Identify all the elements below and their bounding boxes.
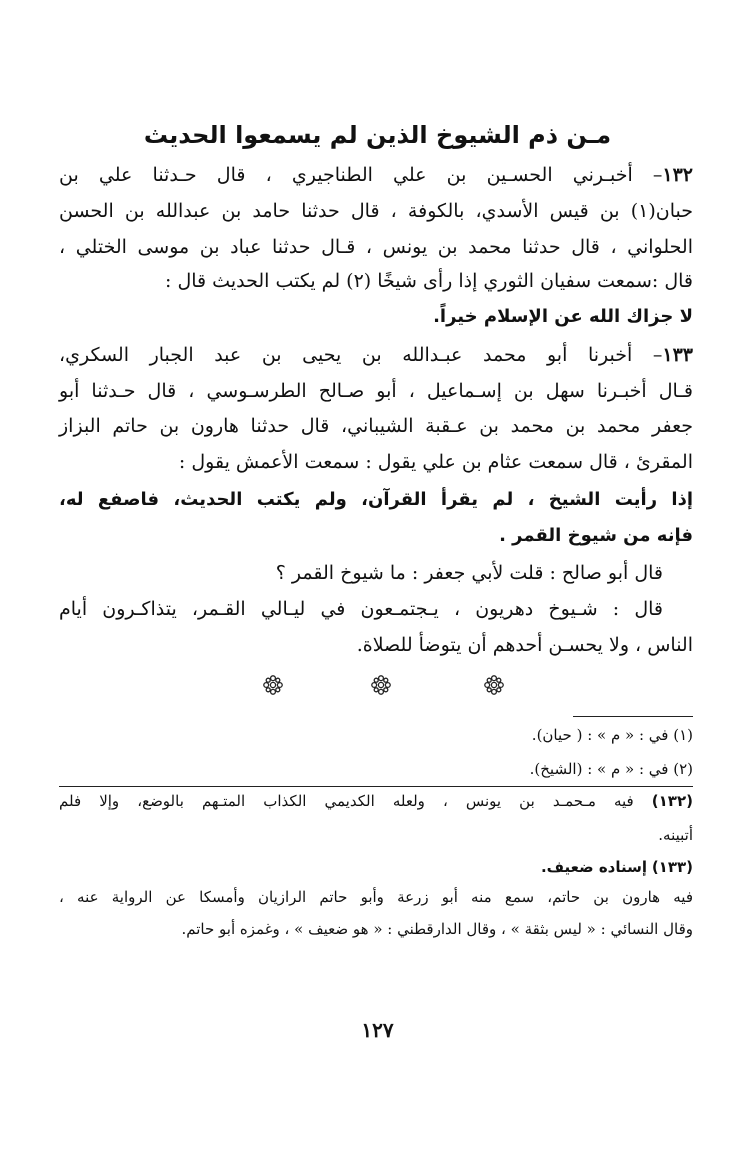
hadith-133-answer-line-2: الناس ، ولا يحسـن أحدهم أن يتوضأ للصلاة. [356, 634, 693, 656]
hadith-133-line-1: ١٣٣– أخبرنا أبو محمد عبـدالله بن يحيى بن عبد الجبار السكري، [59, 344, 693, 366]
page-number: ١٢٧ [361, 1018, 394, 1042]
flower-ornament-icon [483, 674, 505, 696]
hadith-132-line-2: حبان(١) بن قيس الأسدي، بالكوفة ، قال حدثنا حامد بن عبدالله بن الحسن [59, 200, 693, 222]
hadith-132-line-3: الحلواني ، قال حدثنا محمد بن يونس ، قـال حدثنا عباد بن موسى الختلي ، [59, 236, 693, 258]
footnote-variant-1: (١) في : « م » : ( حيان). [531, 726, 693, 744]
page-heading: مـن ذم الشيوخ الذين لم يسمعوا الحديث [143, 121, 612, 149]
hadith-133-line-3: جعفر محمد بن محمد بن عـقبة الشيباني، قال حدثنا هارون بن حاتم البزاز [59, 415, 693, 437]
hadith-133-question: قال أبو صالح : قلت لأبي جعفر : ما شيوخ القمر ؟ [275, 562, 663, 584]
hadith-132-line-4: قال :سمعت سفيان الثوري إذا رأى شيخًا (٢) لم يكتب الحديث قال : [165, 270, 693, 292]
footnote-variant-2: (٢) في : « م » : (الشيخ). [529, 760, 693, 778]
flower-ornament-icon [370, 674, 392, 696]
hadith-132-line-1: ١٣٢– أخبـرني الحسـين بن علي الطناجيري ، قال حـدثنا علي بن [59, 164, 693, 186]
hadith-133-answer-line-1: قال : شـيوخ دهريون ، يـجتمـعون في ليـالي القـمر، يتذاكـرون أيام [59, 598, 663, 620]
note-132-line-2: أتبينه. [658, 826, 693, 844]
note-132-label: (١٣٢) [651, 792, 693, 810]
flower-ornament-icon [262, 674, 284, 696]
footnote-separator [573, 716, 693, 717]
section-ornaments [0, 672, 755, 700]
note-133-line-2: وقال النسائي : « ليس بثقة » ، وقال الدارقطني : « هو ضعيف » ، وغمزه أبو حاتم. [181, 920, 693, 938]
footnote-divider [59, 786, 693, 787]
hadith-133-saying-line-1: إذا رأيت الشيخ ، لم يقرأ القرآن، ولم يكتب الحديث، فاصفع له، [59, 489, 693, 510]
hadith-133-number: ١٣٣ [662, 344, 693, 366]
hadith-133-saying-line-2: فإنه من شيوخ القمر . [499, 525, 693, 546]
hadith-133-line-2: قـال أخبـرنا سهل بن إسـماعيل ، أبو صـالح الطرسـوسي ، قال حـدثنا أبو [59, 380, 693, 402]
hadith-132-number: ١٣٢ [662, 164, 693, 186]
hadith-133-line-4: المقرئ ، قال سمعت عثام بن علي يقول : سمعت الأعمش يقول : [178, 451, 693, 473]
note-133-label: (١٣٣) [651, 858, 693, 876]
note-132-line-1: (١٣٢) فيه مـحمـد بن يونس ، ولعله الكديمي الكذاب المتـهم بالوضع، وإلا فلم [59, 792, 693, 810]
note-133-title: إسناده ضعيف. [540, 858, 648, 876]
note-133-heading [59, 854, 693, 880]
note-133-line-1: فيه هارون بن حاتم، سمع منه أبو زرعة وأبو حاتم الرازيان وأمسكا عن الرواية عنه ، [59, 888, 693, 906]
hadith-132-saying: لا جزاك الله عن الإسلام خيراً. [433, 306, 693, 327]
